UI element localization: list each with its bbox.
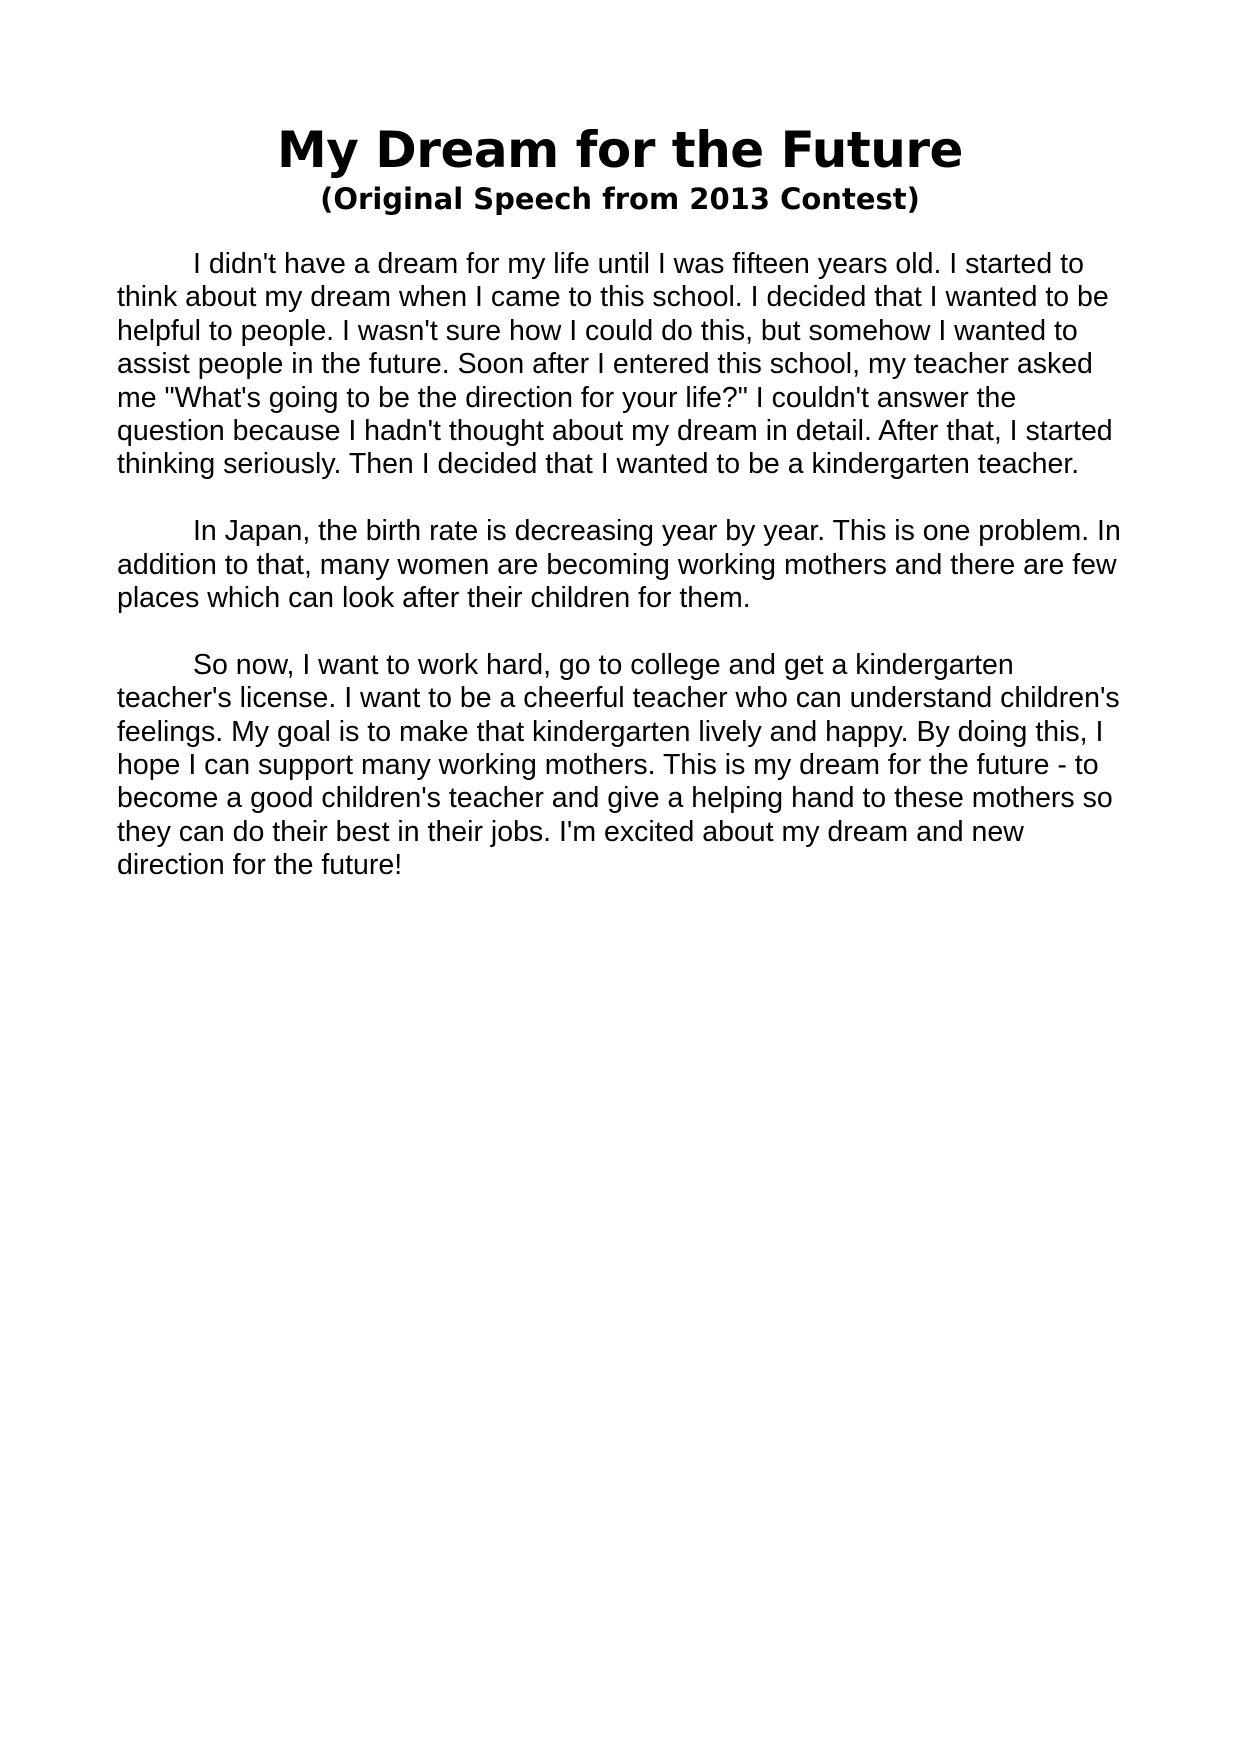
page-title: My Dream for the Future [277,121,963,179]
paragraph-3: So now, I want to work hard, go to college and get a kindergarten teacher's license. I want to be a cheerful teacher who can understand children's feelings. My goal is to make that kindergarten lively and happy. By doing this, I hope I can support many working mothers. This is my dream for the future - to become a good children's teacher and give a helping hand to these mothers so they can do their best in their jobs. I'm excited about my dream and new direction for the future! [117,648,1120,882]
page-subtitle: (Original Speech from 2013 Contest) [320,182,920,216]
speech-body [117,248,1127,883]
paragraph-1: I didn't have a dream for my life until I was fifteen years old. I started to think about my dream when I came to this school. I decided that I wanted to be helpful to people. I wasn't sure how I could do this, but somehow I wanted to assist people in the future. Soon after I entered this school, my teacher asked me "What's going to be the direction for your life?" I couldn't answer the question because I hadn't thought about my dream in detail. After that, I started thinking seriously. Then I decided that I wanted to be a kindergarten teacher. [117,248,1113,481]
paragraph-2: In Japan, the birth rate is decreasing year by year. This is one problem. In addition to that, many women are becoming working mothers and there are few places which can look after their children for them. [117,515,1121,615]
